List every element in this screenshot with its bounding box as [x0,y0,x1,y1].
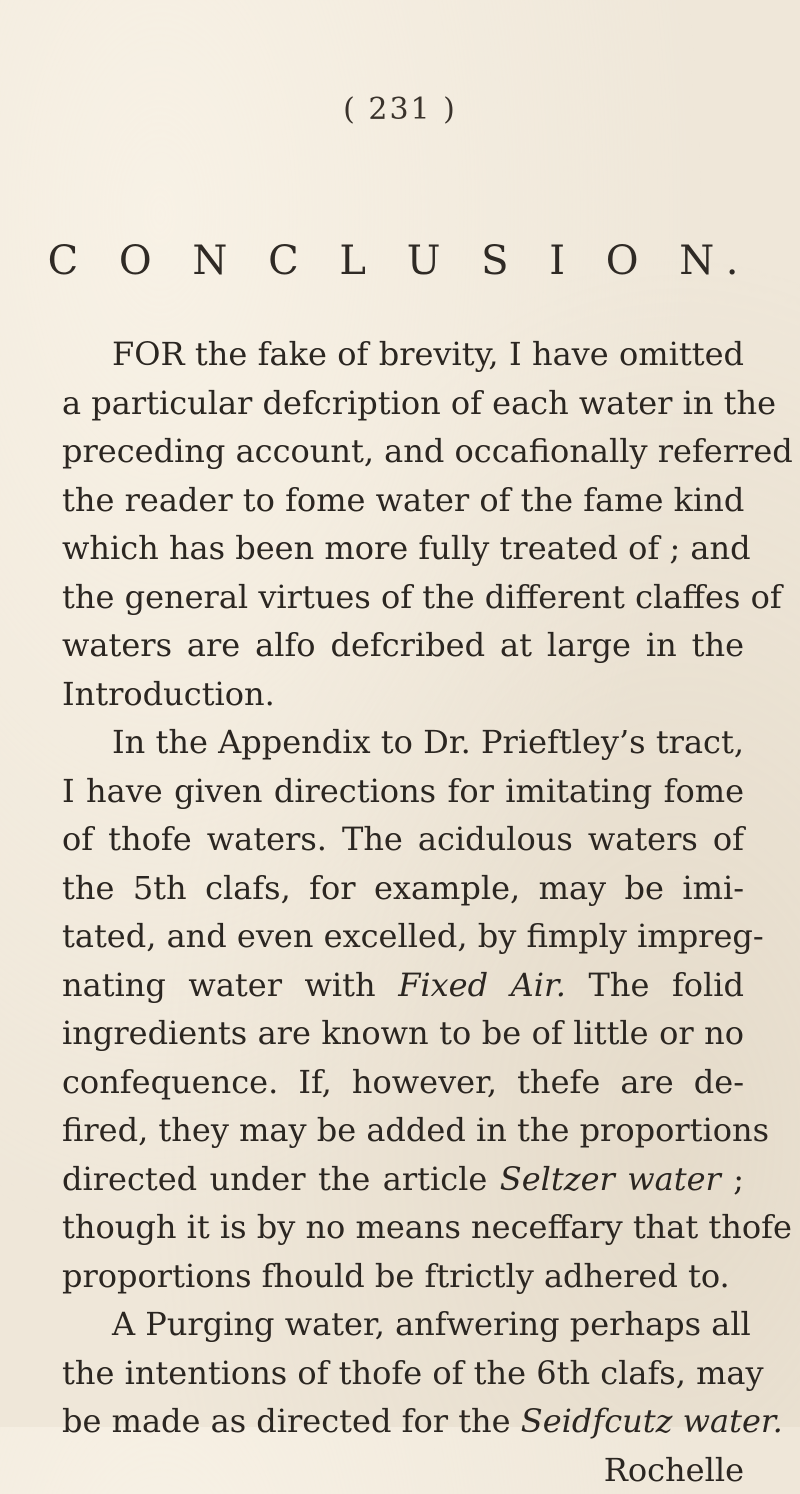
text-line: which has been more fully treated of ; and [62,524,744,573]
text-line: confequence. If, however, thefe are de- [62,1058,744,1107]
text-line: a particular defcription of each water in the [62,379,744,428]
text-line: the intentions of thofe of the 6th clafs, may [62,1349,744,1398]
text-line: fired, they may be added in the proportions [62,1106,744,1155]
text-line: nating water with Fixed Air. The folid [62,961,744,1010]
italic-term: Fixed Air. [398,966,566,1004]
text-line: of thofe waters. The acidulous waters of [62,815,744,864]
text-line: preceding account, and occafionally referred [62,427,744,476]
text-line: be made as directed for the Seidfcutz water. [62,1397,744,1446]
text-line: Introduction. [62,670,744,719]
section-heading: C O N C L U S I O N. [0,238,800,284]
catchword: Rochelle [62,1446,744,1494]
text-line: A Purging water, anfwering perhaps all [62,1300,744,1349]
italic-term: Seidfcutz water. [521,1402,783,1440]
text-line: I have given directions for imitating fome [62,767,744,816]
body-text [62,330,744,1494]
text-line: though it is by no means neceffary that thofe [62,1203,744,1252]
text-line: directed under the article Seltzer water ; [62,1155,744,1204]
text-line: ingredients are known to be of little or no [62,1009,744,1058]
text-line: In the Appendix to Dr. Prieftley’s tract, [62,718,744,767]
text-line: tated, and even excelled, by fimply impreg- [62,912,744,961]
text-line: the general virtues of the different claffes of [62,573,744,622]
text-line: FOR the fake of brevity, I have omitted [62,330,744,379]
text-line: proportions fhould be ftrictly adhered to. [62,1252,744,1301]
text-line: waters are alfo defcribed at large in the [62,621,744,670]
text-line: the reader to fome water of the fame kind [62,476,744,525]
italic-term: Seltzer water [500,1160,721,1198]
page-number: ( 231 ) [0,92,800,127]
text-line: the 5th clafs, for example, may be imi- [62,864,744,913]
